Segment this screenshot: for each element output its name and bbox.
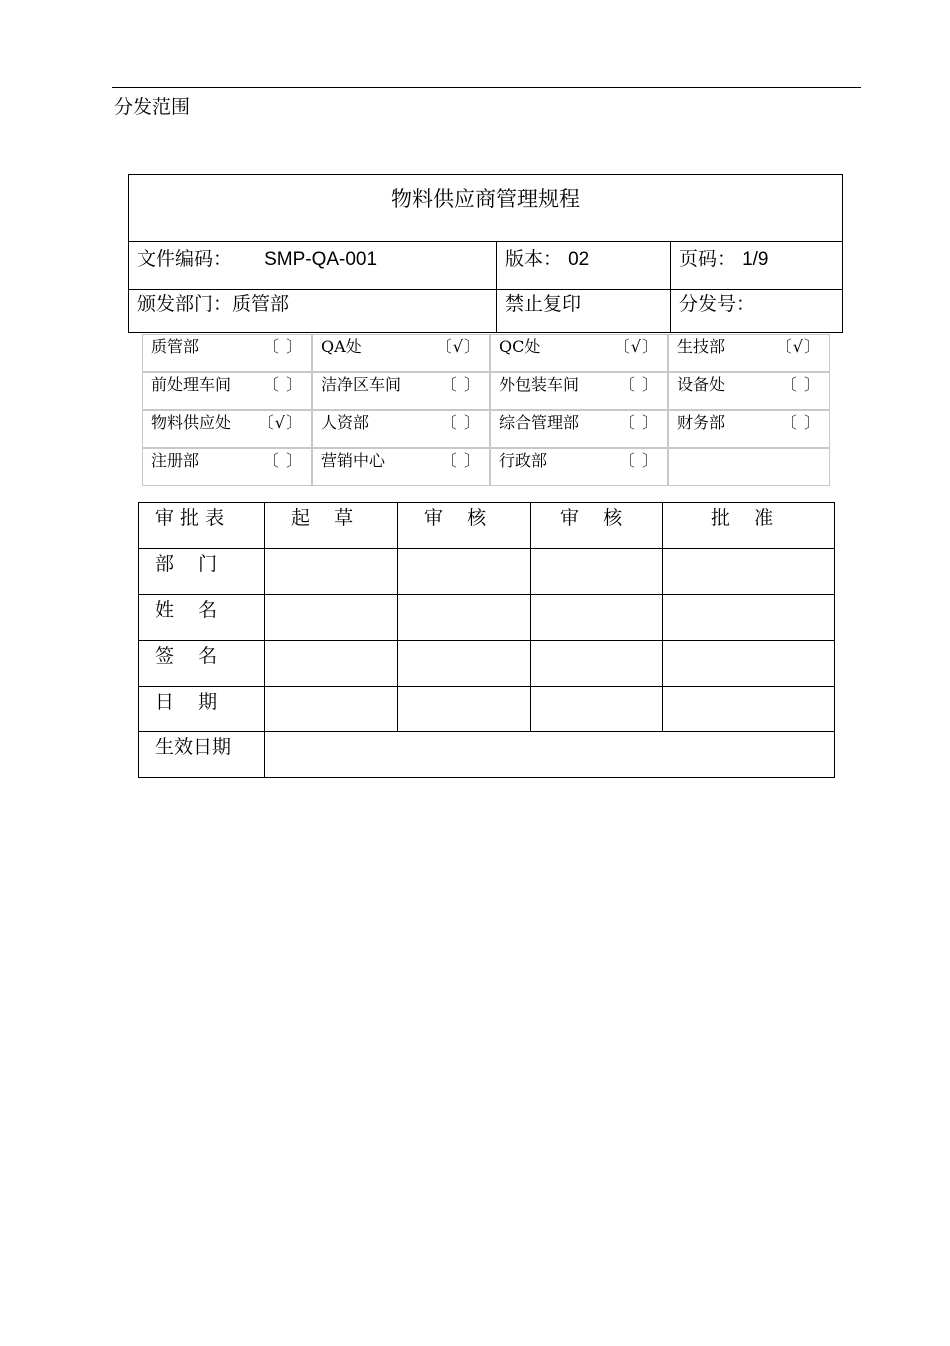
distribution-cell [490, 410, 668, 448]
approval-header-cell [663, 503, 834, 549]
approval-entry-cell[interactable] [398, 641, 531, 687]
approval-entry-cell[interactable] [265, 687, 398, 732]
row-label-cell [139, 687, 265, 732]
version-label: 版本： [505, 248, 563, 270]
distribution-cell [668, 372, 830, 410]
document-code-value: SMP-QA-001 [264, 249, 378, 270]
signature-row-label: 签 名 [155, 645, 218, 667]
department-name: 财务部 [677, 413, 726, 432]
distribution-cell [312, 334, 490, 372]
distribution-checkbox: 〔 〕 [262, 337, 303, 356]
distribution-checkbox: 〔 〕 [440, 413, 481, 432]
approval-entry-cell[interactable] [398, 687, 531, 732]
review-column-header: 审 核 [424, 507, 487, 529]
department-name: QA处 [321, 337, 362, 356]
draft-column-header: 起 草 [291, 507, 354, 529]
distribution-cell [490, 372, 668, 410]
row-label-cell [139, 549, 265, 595]
approval-header-cell [139, 503, 265, 549]
approval-entry-cell[interactable] [531, 549, 663, 595]
approval-entry-cell[interactable] [398, 595, 531, 641]
distribution-cell [142, 334, 312, 372]
distribution-checkbox: 〔 〕 [262, 451, 303, 470]
approval-header-cell [398, 503, 531, 549]
row-label-cell [139, 732, 265, 777]
issuing-department-cell [129, 290, 496, 333]
distribution-checkbox: 〔√〕 [613, 337, 659, 356]
date-row-label: 日 期 [155, 691, 218, 713]
distribution-cell [142, 372, 312, 410]
department-name: 前处理车间 [151, 375, 232, 394]
header-row-2 [129, 290, 842, 333]
approval-entry-cell[interactable] [531, 595, 663, 641]
distribution-number-cell [670, 290, 844, 333]
approval-entry-cell[interactable] [663, 549, 834, 595]
distribution-cell [668, 410, 830, 448]
department-name: QC处 [499, 337, 541, 356]
distribution-cell [142, 410, 312, 448]
approval-table [138, 502, 835, 778]
approval-entry-cell[interactable] [663, 641, 834, 687]
department-name: 综合管理部 [499, 413, 580, 432]
approval-entry-cell[interactable] [265, 595, 398, 641]
department-name: 质管部 [151, 337, 200, 356]
effective-date-entry-cell[interactable] [265, 732, 834, 777]
issuing-department-value: 质管部 [232, 293, 290, 315]
department-name: 物料供应处 [151, 413, 232, 432]
document-title: 物料供应商管理规程 [129, 175, 842, 242]
department-name: 人资部 [321, 413, 370, 432]
approval-entry-cell[interactable] [531, 687, 663, 732]
approval-entry-cell[interactable] [265, 641, 398, 687]
distribution-cell [490, 448, 668, 486]
distribution-cell [490, 334, 668, 372]
department-name: 注册部 [151, 451, 200, 470]
distribution-checkbox: 〔 〕 [618, 413, 659, 432]
distribution-cell [312, 372, 490, 410]
distribution-number-label: 分发号： [679, 293, 756, 315]
approval-entry-cell[interactable] [663, 595, 834, 641]
distribution-checkbox: 〔 〕 [440, 451, 481, 470]
distribution-checkbox: 〔 〕 [440, 375, 481, 394]
no-copy-label: 禁止复印 [505, 293, 582, 315]
distribution-cell [668, 334, 830, 372]
header-row-1 [129, 242, 842, 290]
distribution-heading: 分发范围 [114, 96, 191, 118]
top-rule [112, 87, 861, 88]
distribution-cell-empty [668, 448, 830, 486]
approval-table-label: 审 批 表 [155, 507, 225, 529]
distribution-checkbox: 〔 〕 [262, 375, 303, 394]
distribution-checkbox: 〔 〕 [780, 375, 821, 394]
distribution-cell [312, 410, 490, 448]
distribution-checkbox: 〔 〕 [780, 413, 821, 432]
distribution-checkbox: 〔√〕 [775, 337, 821, 356]
version-cell [496, 242, 670, 289]
distribution-grid [142, 334, 830, 486]
effective-date-label: 生效日期 [155, 736, 232, 758]
row-label-cell [139, 595, 265, 641]
distribution-checkbox: 〔√〕 [435, 337, 481, 356]
name-row-label: 姓 名 [155, 599, 218, 621]
department-name: 洁净区车间 [321, 375, 402, 394]
department-name: 设备处 [677, 375, 726, 394]
department-row-label: 部 门 [155, 553, 218, 575]
no-copy-cell [496, 290, 670, 333]
department-name: 营销中心 [321, 451, 386, 470]
approval-entry-cell[interactable] [531, 641, 663, 687]
distribution-checkbox: 〔√〕 [257, 413, 303, 432]
approval-header-cell [265, 503, 398, 549]
page-number-label: 页码： [679, 248, 737, 270]
page-number-value: 1/9 [742, 249, 769, 270]
distribution-cell [312, 448, 490, 486]
approve-column-header: 批 准 [711, 507, 774, 529]
approval-header-cell [531, 503, 663, 549]
row-label-cell [139, 641, 265, 687]
document-code-cell [129, 242, 496, 289]
distribution-checkbox: 〔 〕 [618, 451, 659, 470]
department-name: 生技部 [677, 337, 726, 356]
approval-entry-cell[interactable] [265, 549, 398, 595]
approval-entry-cell[interactable] [663, 687, 834, 732]
approval-entry-cell[interactable] [398, 549, 531, 595]
distribution-checkbox: 〔 〕 [618, 375, 659, 394]
version-value: 02 [568, 249, 590, 270]
department-name: 行政部 [499, 451, 548, 470]
document-code-label: 文件编码： [137, 248, 233, 270]
review-column-header: 审 核 [560, 507, 623, 529]
distribution-cell [142, 448, 312, 486]
page-number-cell [670, 242, 844, 289]
department-name: 外包装车间 [499, 375, 580, 394]
document-header [128, 174, 843, 333]
issuing-department-label: 颁发部门： [137, 293, 233, 315]
